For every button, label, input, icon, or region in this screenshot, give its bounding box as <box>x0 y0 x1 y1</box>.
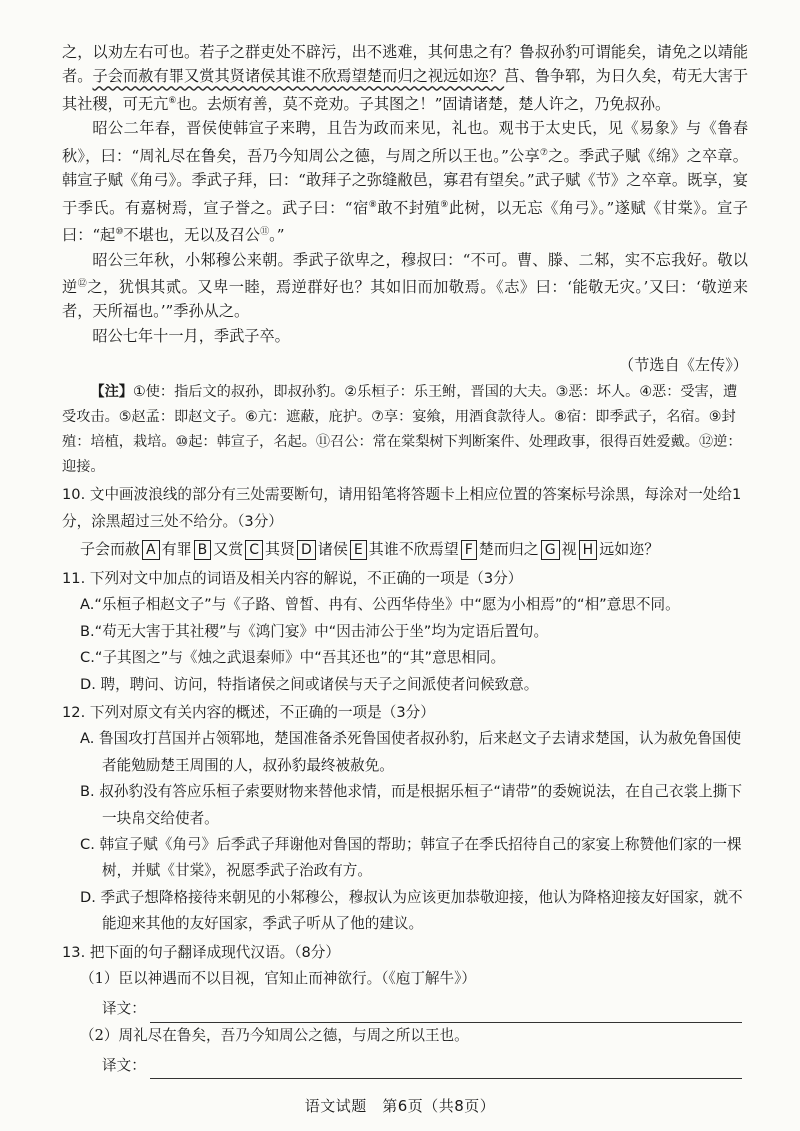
passage-text: 莒、鲁争郓，为日久矣，苟无大害于其社稷，可无亢 <box>62 67 749 113</box>
notes-text: ①使：指后文的叔孙，即叔孙豹。②乐桓子：乐王鲋，晋国的大夫。③恶：坏人。④恶：受害，遭受攻击。⑤赵孟：即赵文子。⑥亢：遮蔽，庇护。⑦享：宴飨，用酒食款待人。⑧宿：即季武子，名宿。⑨封殖：培植，栽培。⑩起：韩宣子，名起。⑪召公：常在棠梨树下判断案件、处理政事，很得百姓爱戴。⑫逆：迎接。 <box>62 384 742 476</box>
passage-text: 不堪也，无以及召公 <box>123 226 261 245</box>
passage-paragraph-4: 昭公七年十一月，季武子卒。 <box>92 326 290 345</box>
note-mark: ⑦ <box>539 147 549 158</box>
break-option-box[interactable]: E <box>350 540 367 560</box>
note-mark: ⑧ <box>368 199 378 210</box>
page-footer: 语文试题 第6页（共8页） <box>304 1097 496 1115</box>
translation-1-line <box>62 993 748 1023</box>
break-option-box[interactable]: B <box>194 540 212 560</box>
source-citation: （节选自《左传》） <box>618 356 748 375</box>
segment-text: 远如迩？ <box>599 540 660 558</box>
question-11-option-b[interactable]: B.“苟无大害于其社稷”与《鸿门宴》中“因击沛公于坐”均为定语后置句。 <box>80 622 549 640</box>
passage-text: 昭公二年春，晋侯使韩宣子来聘，且告为政而来见，礼也。观书于太史氏，见《易象》与《鲁春秋》，曰：“周礼尽在鲁矣，吾乃今知周公之德，与周之所以王也。”公享 <box>62 119 748 165</box>
note-mark: ⑨ <box>440 199 449 210</box>
question-13-sentence-2: （2）周礼尽在鲁矣，吾乃今知周公之德，与周之所以王也。 <box>80 1026 469 1044</box>
question-10-stem: 10. 文中画波浪线的部分有三处需要断句，请用铅笔将答题卡上相应位置的答案标号涂黑，每涂对一处给1分，涂黑超过三处不给分。（3分） <box>62 486 742 530</box>
notes-label: 【注】 <box>90 384 133 401</box>
passage-text: 之，以劝左右可也。若子之群吏处不辟污，出不逃难，其何患之有？鲁叔孙豹可谓能矣，请免之以靖能者。 <box>62 43 748 86</box>
translation-label: 译文： <box>102 1056 146 1074</box>
passage-text: 之，犹惧其贰。又卑一睦，焉逆群好也？其如旧而加敬焉。《志》曰：‘能敬无灾。’又曰：‘敬逆来者，天所福也。’”季孙从之。 <box>62 277 748 321</box>
segment-text: 视 <box>561 540 577 558</box>
break-option-box[interactable]: G <box>541 540 560 560</box>
question-11-option-d[interactable]: D. 聘，聘问、访问，特指诸侯之间或诸侯与天子之间派使者问候致意。 <box>80 675 539 693</box>
passage-text: 此树，以无忘《角弓》。”遂赋《甘棠》。宣子曰：“起 <box>62 198 748 245</box>
note-mark: ⑩ <box>115 227 124 238</box>
segment-text: 子会而赦 <box>80 540 141 558</box>
note-mark: ⑪ <box>260 227 270 238</box>
question-13-sentence-1: （1）臣以神遇而不以目视，官知止而神欲行。（《庖丁解牛》） <box>80 970 477 988</box>
segment-text: 又赏 <box>213 540 244 558</box>
passage-text: 昭公三年秋，小邾穆公来朝。季武子欲卑之，穆叔曰：“不可。曹、滕、二邾，实不忘我好。敬以逆 <box>62 250 748 296</box>
translation-2-answer-blank[interactable] <box>150 1060 742 1079</box>
question-10-segmented-sentence <box>62 535 748 564</box>
question-12-option-d[interactable]: D. 季武子想降格接待来朝见的小邾穆公，穆叔认为应该更加恭敬迎接，他认为降格迎接友好国家，就不能迎来其他的友好国家，季武子听从了他的建议。 <box>80 888 743 933</box>
passage-text: 敢不封殖 <box>377 198 441 217</box>
passage-text: 之。季武子赋《绵》之卒章。韩宣子赋《角弓》。季武子拜，曰：“敢拜子之弥缝敝邑，寡君有望矣。”武子赋《节》之卒章。既享，宴于季氏。有嘉树焉，宣子誉之。武子曰：“宿 <box>62 146 748 217</box>
question-12-option-a[interactable]: A. 鲁国攻打莒国并占领郓地，楚国准备杀死鲁国使者叔孙豹，后来赵文子去请求楚国，认为赦免鲁国使者能勉励楚王周围的人，叔孙豹最终被赦免。 <box>80 730 742 774</box>
segment-text: 有罪 <box>161 540 192 558</box>
passage-paragraph-2 <box>62 116 748 247</box>
question-12-option-b[interactable]: B. 叔孙豹没有答应乐桓子索要财物来替他求情，而是根据乐桓子“请带”的委婉说法，在自己衣裳上撕下一块帛交给使者。 <box>80 783 742 827</box>
translation-label: 译文： <box>102 1000 146 1018</box>
passage-paragraph-3 <box>62 248 748 324</box>
note-mark: ⑥ <box>168 95 177 106</box>
segment-text: 其谁不欣焉望 <box>368 540 459 558</box>
break-option-box[interactable]: C <box>245 540 263 560</box>
passage-text: 。” <box>269 226 285 245</box>
segment-text: 楚而归之 <box>478 540 539 558</box>
segment-text: 诸侯 <box>317 540 348 558</box>
note-mark: ⑫ <box>77 278 88 289</box>
wavy-underlined-text: 子会而赦有罪又赏其贤诸侯其谁不欣焉望楚而归之视远如迩？ <box>92 67 505 86</box>
passage-text: 也。去烦宥善，莫不竞劝。子其图之！”固请诸楚，楚人许之，乃免叔孙。 <box>176 94 671 113</box>
break-option-box[interactable]: A <box>142 540 160 560</box>
question-12-stem: 12. 下列对原文有关内容的概述，不正确的一项是（3分） <box>62 704 435 722</box>
question-11-option-c[interactable]: C.“子其图之”与《烛之武退秦师》中“吾其还也”的“其”意思相同。 <box>80 649 506 667</box>
question-12-option-c[interactable]: C. 韩宣子赋《角弓》后季武子拜谢他对鲁国的帮助；韩宣子在季氏招待自己的家宴上称赞他们家的一棵树，并赋《甘棠》，祝愿季武子治政有方。 <box>80 836 742 880</box>
annotation-notes <box>62 380 748 480</box>
segment-text: 其贤 <box>265 540 296 558</box>
question-11-option-a[interactable]: A.“乐桓子相赵文子”与《子路、曾皙、冉有、公西华侍坐》中“愿为小相焉”的“相”意思不同。 <box>80 596 680 614</box>
question-11-stem: 11. 下列对文中加点的词语及相关内容的解说，不正确的一项是（3分） <box>62 570 523 587</box>
break-option-box[interactable]: H <box>579 540 598 560</box>
translation-1-answer-blank[interactable] <box>150 1004 742 1023</box>
break-option-box[interactable]: D <box>297 540 316 560</box>
question-13-stem: 13. 把下面的句子翻译成现代汉语。（8分） <box>62 943 340 961</box>
break-option-box[interactable]: F <box>461 540 477 560</box>
passage-paragraph-1 <box>62 40 748 116</box>
translation-2-line <box>62 1049 748 1079</box>
